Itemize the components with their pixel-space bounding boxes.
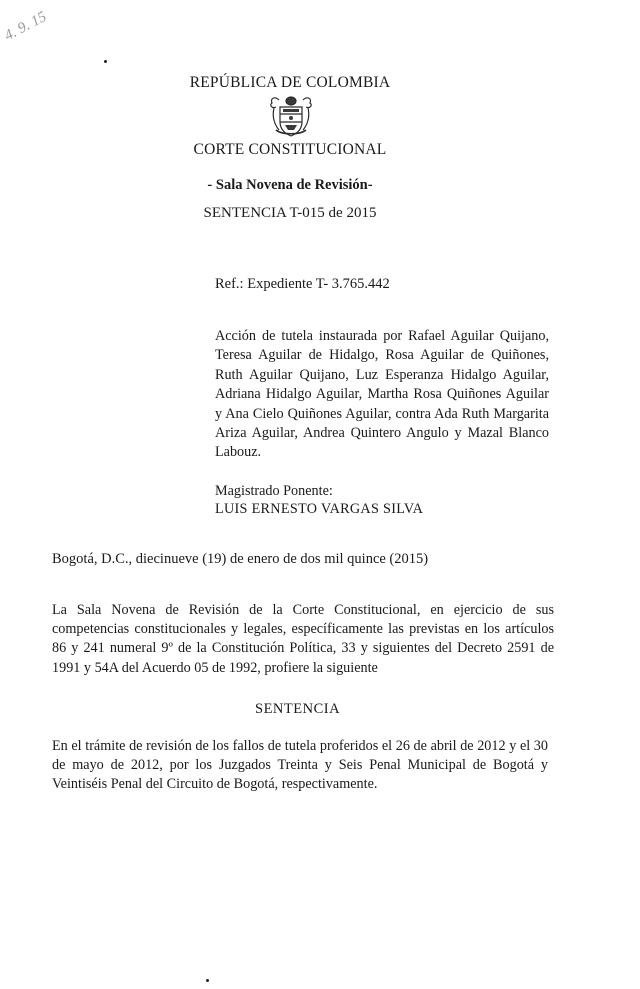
rapporteur-label: Magistrado Ponente: (215, 483, 333, 499)
pencil-annotation: 4. 9. 15 (2, 8, 50, 45)
coat-of-arms-icon (266, 94, 316, 138)
country-heading: REPÚBLICA DE COLOMBIA (189, 74, 391, 91)
scan-speck (206, 979, 209, 982)
intro-paragraph: La Sala Novena de Revisión de la Corte Constitucional, en ejercicio de sus competencias constitucionales y legales, específicamente las previstas en los artículos 86 y 241 numeral 9º de la Constitución Política, 33 y siguientes del Decreto 2591 de 1991 y 54A del Acuerdo 05 de 1992, profiere la siguiente (52, 602, 554, 676)
procedure-paragraph: En el trámite de revisión de los fallos de tutela proferidos el 26 de abril de 2012 y el 30 de mayo de 2012, por los Juzgados Treinta y Seis Penal Municipal de Bogotá y Veintiséis Penal del Circuito de Bogotá, respectivamente. (52, 738, 548, 793)
date-line: Bogotá, D.C., diecinueve (19) de enero de dos mil quince (2015) (52, 551, 429, 567)
court-heading: CORTE CONSTITUCIONAL (193, 141, 387, 158)
action-summary: Acción de tutela instaurada por Rafael Aguilar Quijano, Teresa Aguilar de Hidalgo, Rosa Aguilar de Quiñones, Ruth Aguilar Quijano, Luz Esperanza Hidalgo Aguilar, Adriana Hidalgo Aguilar, Martha Rosa Quiñones Aguilar y Ana Cielo Quiñones Aguilar, contra Ada Ruth Margarita Ariza Aguilar, Andrea Quintero Angulo y Mazal Blanco Labouz. (215, 328, 549, 461)
scan-speck (104, 60, 107, 63)
rapporteur-name: LUIS ERNESTO VARGAS SILVA (215, 501, 424, 517)
section-title: SENTENCIA (255, 701, 341, 717)
judgment-number: SENTENCIA T-015 de 2015 (203, 205, 377, 221)
chamber-heading: - Sala Novena de Revisión- (207, 177, 373, 193)
case-reference: Ref.: Expediente T- 3.765.442 (215, 276, 390, 292)
